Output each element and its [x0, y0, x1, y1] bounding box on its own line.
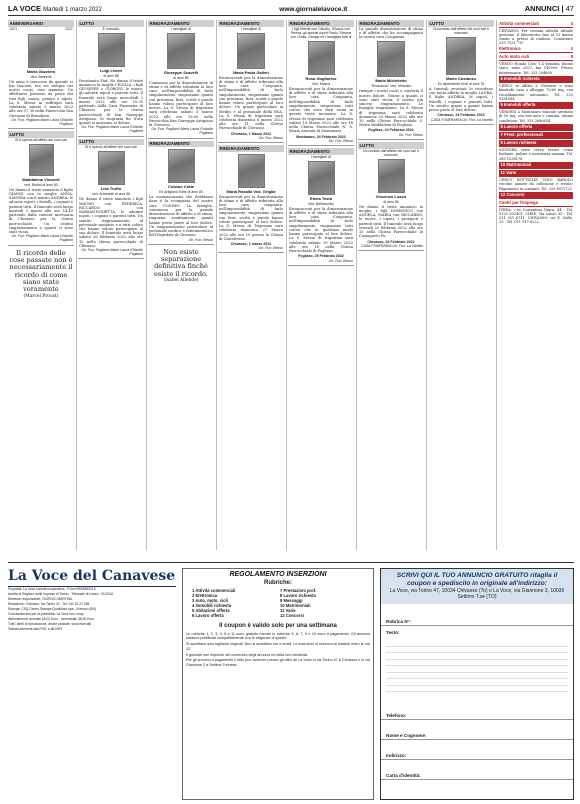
portrait-photo [238, 154, 265, 188]
coupon-head: SCRIVI QUI IL TUO ANNUNCIO GRATUITO ritaglia il coupon e spediscilo in originale all'indirizzo: [396, 572, 558, 587]
notice-box [288, 148, 354, 266]
notice-lead: I famigliari di [241, 26, 261, 31]
funeral-home: CASA FUNERARIA On. Fun. La Varetto [430, 117, 493, 122]
header-section: ANNUNCI | 47 [524, 4, 574, 14]
notice-lead: I famigliari di [311, 154, 331, 159]
rubric-item: 11 Varie [280, 608, 296, 614]
masthead-line: Proprietà: La Voce società cooperativa - P.Iva 09596380015 [8, 586, 96, 591]
coupon-field-label: Carta d'identità: [386, 773, 421, 779]
coupon-rubrica-label: Rubrica N°: [386, 619, 412, 625]
coupon-field[interactable] [381, 700, 573, 720]
header-site[interactable]: www.giornalelavoce.it [279, 5, 348, 13]
cat-misc-label: Varie [506, 170, 517, 176]
rubric-item: 4 Immobili richiesta [192, 603, 232, 609]
cat-job-request [499, 140, 573, 147]
column-divider [146, 20, 147, 550]
coupon-field[interactable] [381, 740, 573, 760]
quote-box [8, 248, 74, 302]
notice-lead: Circondato dall'affetto dei suoi cari è mancato [362, 148, 420, 157]
cat-professional-label: Prest. professionali [504, 132, 543, 138]
notice-box [8, 131, 74, 246]
column-1 [8, 20, 74, 550]
masthead-line: Iscritta al Registro delle Imprese di Torino - Tribunale di Ivrea n. 01/2016 [8, 591, 114, 596]
notice-head: ANNIVERSARIO [8, 20, 74, 27]
notice-head: RINGRAZIAMENTO [218, 20, 284, 27]
cat-matrimonial [499, 162, 573, 169]
notice-box [148, 20, 214, 139]
portrait-photo [167, 33, 195, 69]
deceased-name: Rosa Gugliarino [305, 76, 337, 82]
deceased-subtitle: di anni 86 [173, 75, 189, 80]
notice-text: Pensionato Fiat. Ne danno il triste annuncio la moglie CECILIA, i figli GIUSEPPE e GIORGIO, le nuore, gli adorati nipoti e parenti tutti. Il funerale avrà luogo mercoledì 2 marzo 2022 alle ore 10.30 partendo dalla Casa Funeraria di Chivasso per la chiesa parrocchiale di San Giuseppe Artigiano. Si ringrazia fin d'ora quanti si uniranno al dolore. [79, 78, 143, 126]
notice-years [8, 27, 74, 32]
quote-text: Il ricordo delle cose passate non è necessariamente il ricordo di come siano state veramente [9, 248, 73, 294]
notice-box [78, 20, 144, 137]
portrait-photo [308, 41, 335, 75]
cat-real-estate-request-num: 6 [500, 76, 503, 82]
notice-lead: Circondato dall'affetto dei suoi cari è mancato [432, 26, 490, 35]
column-divider [426, 20, 427, 550]
notice-intro: La grande dimostrazione di stima e di affetto che ha accompagnato la nostra cara Congiunta [359, 26, 423, 40]
quote-text: Non esiste separazione definitiva finché esiste il ricordo. [154, 247, 208, 278]
regulation-paragraph: Il giornale non risponde del contenuto degli annunci né della loro veridicità. [186, 652, 308, 657]
regulations-text [186, 632, 370, 667]
masthead-line: Testata aderente alla FISC e all'USPI [8, 627, 63, 632]
regulation-paragraph: Per gli annunci a pagamento il ritiro può avvenire presso gli uffici de La Voce in via Torino 47 a Chivasso e in via Giannone 3 a Settimo Torinese. [186, 658, 370, 667]
masthead-logo: La Voce del Canavese [8, 568, 176, 587]
cat-electronics-num: 4 [570, 46, 573, 52]
deceased-name: Maria Rosalia Ved. Griglia [226, 188, 276, 194]
header-paper: LA VOCE [8, 3, 42, 13]
portrait-photo [237, 33, 265, 69]
quote-box [148, 247, 214, 286]
page-header [8, 4, 574, 16]
rubric-item: 6 Lavoro offerta [192, 613, 224, 619]
ad-real-estate-offer: VENDESI a Montanaro bilocale arredato di 50 mq, con box auto e cantina, ottime condizioni. Tel. 333 2680654 [499, 110, 573, 123]
notice-head: LUTTO [8, 131, 74, 138]
notice-head: RINGRAZIAMENTO [148, 20, 214, 27]
funeral-home: On. Fun. Besso [258, 246, 283, 251]
rubric-item: 1 Attività commerciali [192, 588, 236, 594]
masthead-lines [8, 588, 176, 632]
header-paper-date [8, 5, 102, 14]
deceased-subtitle: di anni 95 [383, 199, 399, 204]
cat-auto-label: Auto moto cicli [499, 54, 530, 60]
rubric-item: 8 Lavoro richiesta [280, 593, 316, 599]
funeral-home: On. Fun. Poglianò Mario Laura Ghisolfo Poglianò [11, 117, 73, 126]
funeral-home: On. Fun. Poglianò Mario Laura Ghisolfo Poglianò [11, 234, 73, 243]
notice-box [78, 139, 144, 260]
regulations-title: REGOLAMENTO INSERZIONI [229, 571, 327, 578]
masthead-line: Abbonamenti: annuale 65,00 Euro - semestrale 35,00 Euro [8, 617, 95, 622]
notice-lead: I figli Mirella con Claudio, Silvano con Teresa, gli adorati nipoti Paolo, Simone con Giulia, Giorgio ed i famigliari tutti di [290, 26, 352, 40]
notice-head: RINGRAZIAMENTO [148, 141, 214, 148]
column-divider [496, 20, 497, 550]
coupon-field-label: Telefono: [386, 713, 407, 719]
column-divider [286, 20, 287, 550]
funeral-home: On. Fun. Poglianò Mario Laura Ghisolfo Poglianò [81, 125, 143, 134]
ad-misc: CERCO BOTTIGLIE VINO BAROLO vecchie annate da collezione e riviste. Pagamento in contanti. Tel. 333 6972721 [499, 178, 573, 191]
notice-head: RINGRAZIAMENTO [288, 148, 354, 155]
classifieds-column [498, 20, 574, 550]
cat-job-request-num: 9 [500, 140, 503, 146]
deceased-name: Luigi Livieri [99, 67, 123, 73]
cat-commercial-num: 3 [570, 21, 573, 26]
deceased-subtitle: Ved. Barberis [30, 74, 52, 79]
notice-place-date: Chivasso, 1 Marzo 2022 [230, 131, 272, 136]
deceased-subtitle: Ex Artigiano Edile di anni 80 [159, 190, 203, 195]
funeral-home: On. Fun. Besso [328, 258, 353, 263]
deceased-subtitle: Ved. Mosca [311, 81, 331, 86]
notice-box [148, 141, 214, 245]
column-4 [218, 20, 284, 550]
column-2 [78, 20, 144, 550]
cat-electronics-label: Elettronica [499, 46, 521, 52]
deceased-name: Giuseppe Scavelli [163, 69, 199, 75]
cat-professional [499, 132, 573, 139]
masthead-line: Direttore responsabile: GIORGIO MARTINA [8, 596, 73, 601]
coupon-address: La Voce, via Torino 47, 10034 Chivasso (To) o La Voce, via Giannone 3, 10036 Settimo T.se (TO) [389, 587, 565, 600]
coupon-field[interactable] [381, 720, 573, 740]
notice-head: LUTTO [358, 142, 424, 149]
notice-box [428, 20, 494, 125]
funeral-home: On. Fun. Besso [398, 132, 423, 137]
notice-text: Riconoscenti per la dimostrazione di affetto e di stima tributata alla loro cara Congiunta, nell'impossibilità di farlo singolarmente, ringraziano tutti coloro che in qualsiasi modo hanno partecipato al loro dolore. La S. Messa di trigesima sarà celebrata sabato 19 Marzo 2022 alle ore 18 nella Chiesa Parrocchiale di Foglizzo. [289, 206, 353, 254]
notice-lead: I famigliari di [171, 26, 191, 31]
coupon-text-label: Testo: [386, 630, 400, 636]
cat-auto [499, 55, 573, 61]
portrait-photo [98, 151, 125, 185]
notice-place-date: Chivasso, 1 marzo 2022 [230, 242, 272, 247]
cat-real-estate-offer-num: 9 [500, 102, 503, 108]
cat-job-offer [499, 124, 573, 131]
rubric-item: 12 Concorsi [280, 613, 304, 619]
cat-contests-label: Concorsi [506, 191, 525, 197]
notice-box [8, 20, 74, 129]
coupon-field-label: Nome e Cognome: [386, 733, 427, 739]
quote-author: (Isabel Allende) [163, 278, 199, 284]
notice-text: Riconoscenti per la dimostrazione di affetto e di stima tributata alla loro cara Congiunta, nell'impossibilità di farlo singolarmente, ringraziano tutti coloro che sono stati vicini in questo triste momento. La S. Messa di trigesima sarà celebrata sabato 19 Marzo 2022 alle ore 18 nella Chiesa Parrocchiale N. S. Maria Assunta di Montanaro. [289, 87, 353, 134]
deceased-subtitle: ved. Antonietti di anni 96 [91, 192, 131, 197]
notice-text: Ne danno il triste annuncio i figli MAURO con FEDERICA, RICCARDO con MARIANTONIETTA, le adorate nipoti, i cognati e parenti tutti. Un sentito ringraziamento al personale sanitario e a tutti coloro che hanno voluto partecipare al suo dolore. Il funerale avrà luogo sabato 26 febbraio 2022 alle ore 10 nella chiesa parrocchiale di Chivasso. [79, 197, 143, 248]
notice-head: LUTTO [78, 20, 144, 27]
notice-box [218, 20, 284, 143]
rubric-item: 7 Prestazioni prof. [280, 588, 317, 594]
ad-auto: VENDO Honda Civic 1.4 benzina, buono stato, anno 2007, km 140000. Prezzo interessante. Tel. 333 204688 [499, 62, 573, 75]
notice-head: LUTTO [78, 139, 144, 146]
deceased-name: Cosimo Cotte [168, 184, 194, 190]
cat-real-estate-offer-label: Immobili offerta [504, 102, 536, 108]
regulation-paragraph: Le rubriche 1, 2, 3, 4, 8 e 11 sono gratuite mentre le rubriche 5, 6, 7, 9 e 10 sono a pagamento. Gli annunci saranno pubblicati compatibilmente con le esigenze di spazio. [186, 632, 370, 641]
regulations-box [182, 568, 374, 800]
cat-electronics [499, 47, 573, 53]
coupon-form[interactable] [380, 568, 574, 800]
cat-contests [499, 192, 573, 199]
deceased-name: Vincenzo Lusso [375, 193, 407, 199]
coupon-fields [381, 700, 573, 780]
portrait-photo [98, 33, 125, 67]
portrait-photo [377, 41, 405, 77]
cat-matrimonial-num: 10 [500, 162, 506, 168]
cat-job-offer-num: 8 [500, 124, 503, 129]
notice-box [358, 142, 424, 251]
portrait-photo [168, 149, 195, 183]
notice-head: RINGRAZIAMENTO [218, 145, 284, 152]
rubric-item: 5 Abitazioni offerta [192, 608, 230, 614]
year-to: 2022 [64, 27, 73, 32]
cat-contests-num: 12 [500, 191, 506, 197]
coupon-field-label: Indirizzo: [386, 753, 407, 759]
funeral-home: On. Fun. Poglianò Mario Laura Ghisolfo Poglianò [151, 127, 213, 136]
column-7 [428, 20, 494, 550]
notice-lead: È mancato [102, 26, 120, 31]
notice-text: A funerali avvenuti lo ricordano con tanto affetto la moglie LAURA, il figlio ANDREA, le nipoti, i fratelli, i cognati e parenti tutti. Un sentito grazie a quanti hanno preso parte al loro dolore. [429, 86, 493, 113]
column-5 [288, 20, 354, 550]
deceased-subtitle: "Morsoccia" Ved. Moscato [370, 84, 412, 89]
cat-real-estate-offer [499, 102, 573, 109]
deceased-subtitle: Ex dipendente Enel di anni 78 [437, 81, 485, 86]
masthead-line: Tutti i diritti di riproduzione, anche parziale, sono riservati [8, 622, 92, 627]
column-divider [216, 20, 217, 550]
column-6 [358, 20, 424, 550]
coupon-text-field[interactable] [381, 626, 573, 636]
notice-place-date: Chivasso, 23 Febbraio 2022 [367, 239, 415, 244]
deceased-name: Maria Paola Galleri [233, 69, 269, 75]
header-section-label: ANNUNCI [524, 4, 560, 14]
notice-head: LUTTO [428, 20, 494, 27]
portrait-photo [28, 34, 55, 68]
notice-text: riempie i nostri cuori e conforta il nostro dolore. Grazie a quanti ci sono stati vicini, il nostro più sincero ringraziamento. Le famiglie ringraziano. La S. Messa di trigesima sarà celebrata domenica 20 Marzo 2022 alle ore 10 nella Chiesa Parrocchiale S. Maria Maddalena di Foglizzo. [359, 89, 423, 128]
masthead-line: Redazione: Chivasso, via Torino 47 - Tel. 011 91 21 345 [8, 601, 90, 606]
masthead-line: Stampa: CSQ Centro Stampa Quotidiani spa - Erbusco (BS) [8, 606, 96, 611]
coupon-validity: Il coupon è valido solo per una settimana [219, 623, 337, 630]
masthead-line: Concessionaria per la pubblicità: La Voce soc. coop. [8, 612, 85, 617]
notice-text: Riconoscenti per la dimostrazione di stima e di affetto tributata alla loro cara Congiunta, nell'impossibilità di farlo singolarmente, ringraziano quanti con presenza, fiori, scritti e parole hanno voluto partecipare al loro dolore. Un grazie particolare ai Medici e al personale della RSA. La S. Messa di trigesima sarà celebrata domenica 6 marzo 2022 alle ore 11 nella Chiesa Parrocchiale di Chivasso. [219, 75, 283, 131]
notice-head: RINGRAZIAMENTO [358, 20, 424, 27]
deceased-subtitle: ved. Bodini di anni 90 [24, 182, 58, 187]
portrait-photo [308, 161, 335, 195]
notice-box [288, 20, 354, 146]
notice-lead: Si è spento all'affetto dei suoi cari [85, 145, 137, 150]
notice-box [218, 145, 284, 253]
rubrics-list [192, 589, 364, 619]
rubric-item: 9 Messaggi [280, 598, 303, 604]
notice-head: RINGRAZIAMENTO [288, 20, 354, 27]
notice-place-date: Chivasso, 24 Febbraio 2022 [437, 113, 485, 118]
quote-author: (Marcel Proust) [23, 293, 59, 299]
notice-place-date: Foglizzo, 24 Febbraio 2022 [368, 128, 414, 133]
cat-auto-num: 8 [570, 54, 573, 60]
deceased-name: Maria Micheletto [375, 78, 407, 84]
notice-text: La comunicazione che dobbiamo dare è la scomparsa del nostro caro COSIMO. La famiglia, commossa per la grande dimostrazione di affetto e di stima, ringrazia sentitamente quanti hanno preso parte al loro dolore. Un ringraziamento particolare al personale medico e infermieristico dell'Ospedale di Chivasso. [149, 195, 213, 238]
regulation-paragraph: Si accettano solo tagliandi originali. Non si accettano fax e email. Le inserzioni si ricevono al martedì entro le ore 12. [186, 642, 370, 651]
cat-professional-num: 7 [500, 132, 503, 138]
funeral-home: On. Fun. Poglianò Mario Laura Ghisolfo Poglianò [81, 248, 143, 257]
header-page-number: 47 [565, 4, 574, 14]
funeral-home: On. Fun. Besso [188, 237, 213, 242]
rubric-item: 2 Elettronica [192, 593, 218, 599]
cat-commercial-label: Attività commerciali [499, 21, 539, 26]
ad-commercial: CHIVASSO. Per cessata attività attuale gestione, il laboratorio fino al 31 marzo vende a prezzi di realizzo. Contattare 339 7521 715 [499, 28, 573, 46]
notice-text: Ne danno il triste annuncio la moglie, i figli DOMENICO con ANGELA, MARIA con RICCARDO, le nuore, i nipoti, i pronipoti e parenti tutti. Il funerale avrà luogo venerdì 25 febbraio 2022 alle ore 15 nella Chiesa Parrocchiale di Castagneto Po. [359, 204, 423, 239]
column-divider [76, 20, 77, 550]
notice-box [358, 20, 424, 140]
funeral-home: On. Fun. Besso [258, 135, 283, 140]
coupon-header [381, 569, 573, 604]
header-date: Martedì 1 marzo 2022 [43, 6, 102, 13]
ad-real-estate-request: CERCO in affitto a Chivasso o zone limitrofe casa o alloggio 70/80 mq, con riscaldamento autonomo. Tel. 333 9161084 [499, 84, 573, 101]
cat-real-estate-request [499, 76, 573, 83]
coupon-rubrica-field[interactable] [381, 604, 573, 626]
deceased-name: Elena Testa [310, 195, 332, 201]
notice-place-date: Foglizzo, 25 Febbraio 2022 [298, 254, 344, 259]
cat-job-offer-label: Lavoro offerta [504, 124, 533, 129]
notice-text: Ne danno il triste annuncio il figlio GIANNI con la moglie ANNA, SANDRA con il marito ANDREA, le adorate nipoti, i fratelli, i cognati e parenti tutti. Il funerale avrà luogo martedì 1 marzo alle ore 14.45 partendo dalla camera mortuaria di Chivasso per la chiesa parrocchiale. Un sentito ringraziamento a quanti ci sono stati vicini. [9, 187, 73, 235]
notice-lead: Si è spenta all'affetto dei suoi cari [15, 137, 67, 142]
masthead [8, 568, 176, 800]
bottom-section [8, 562, 574, 800]
cat-commercial [499, 22, 573, 28]
cat-employment-centers [499, 201, 573, 207]
deceased-name: Maria Gazziera [26, 68, 55, 74]
notice-text: Riconoscenti per la dimostrazione di stima e di affetto tributata alla loro cara congiunta, nell'impossibilità di farlo singolarmente, ringraziano quanti con fiori, scritti e parole hanno voluto partecipare al loro dolore. La S. Messa di Trigesima sarà celebrata domenica 27 Marzo 2022 alle ore 10 presso la Chiesa di Castelrosso. [219, 194, 283, 241]
portrait-photo [29, 144, 54, 176]
coupon-field[interactable] [381, 760, 573, 780]
deceased-name: Lisa Truffo [100, 186, 122, 192]
portrait-photo [446, 37, 476, 75]
cat-real-estate-request-label: Immobili richiesta [504, 76, 540, 82]
cat-misc-num: 11 [500, 170, 505, 176]
deceased-subtitle: di anni 88 [103, 73, 119, 78]
year-from: 2021 [9, 27, 18, 32]
portrait-photo [378, 159, 405, 193]
funeral-home: CASA FUNERARIA On. Fun. La Varetto [360, 243, 423, 248]
coupon-text-lines[interactable] [386, 640, 568, 696]
deceased-name: Mario Costanzo [446, 76, 476, 82]
cat-misc [499, 170, 573, 177]
ad-employment-centers: IVREA: c.so Costantino Nigra, 44 - Tel. 0125 632401. CIRIÈ: Via Lanzo 35 - Tel. 011 921 6711. CHIVASSO: via E. Gallo, 20 - Tel. 011 917 6222. [499, 207, 573, 225]
deceased-name: Maddalena Viscardi [22, 176, 60, 182]
rubrics-title: Rubriche: [263, 580, 292, 587]
cat-job-request-label: Lavoro richiesta [504, 140, 537, 146]
column-3 [148, 20, 214, 550]
rubric-item: 10 Matrimoniali [280, 603, 311, 609]
notice-text: Commossi per la dimostrazione di stima e di affetto tributata al loro caro, nell'impossibilità di farlo singolarmente, ringraziano quanti con presenza, fiori, scritti e parole hanno voluto partecipare al loro dolore. La S. Messa di trigesima sarà celebrata sabato 5 marzo 2022 alle ore 18.00 nella Parrocchia San Giuseppe Artigiano di Chivasso. [149, 80, 213, 128]
rubric-item: 3 Auto, moto, cicli [192, 598, 228, 604]
ad-job-request: SIGNORA seria cerca lavoro come badante, pulizie o assistenza anziani. Tel. 389 1538176 [499, 148, 573, 161]
funeral-home: On. Fun. Besso [328, 138, 353, 143]
cat-matrimonial-label: Matrimoniali [506, 162, 532, 168]
deceased-subtitle: Ved. Beltraschini [307, 201, 335, 206]
notice-place-date: Montanaro, 24 Febbraio 2022 [296, 134, 346, 139]
notice-text: Un anno è trascorso da quando ci hai lasciato, ma sei sempre nei nostri cuori, ciao mamma. Un affettuoso pensiero da parte dei tuoi figli, nuora, genero e nipoti. La S. Messa in suffragio sarà celebrata sabato 5 marzo 2022 alle ore 17.30 nella Parrocchia San Giovanni di Brandizzo. [9, 79, 74, 118]
cat-employment-centers-label: Centri per l'impiego [499, 199, 539, 205]
column-divider [356, 20, 357, 550]
